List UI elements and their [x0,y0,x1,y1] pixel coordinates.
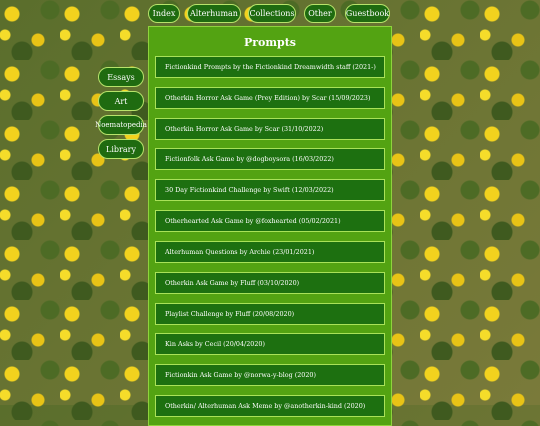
prompt-link[interactable]: 30 Day Fictionkind Challenge by Swift (12/03/2022) [155,179,385,201]
prompt-link[interactable]: Kin Asks by Cecil (20/04/2020) [155,333,385,355]
sidebar-art-button[interactable]: Art [98,91,144,111]
sidebar-library-button[interactable]: Library [98,139,144,159]
nav-index-button[interactable]: Index [148,4,180,23]
prompt-link[interactable]: Otherkin Horror Ask Game by Scar (31/10/2022) [155,118,385,140]
nav-other-button[interactable]: Other [304,4,336,23]
prompt-link[interactable]: Otherkin Ask Game by Fluff (03/10/2020) [155,272,385,294]
sidebar-essays-button[interactable]: Essays [98,67,144,87]
nav-collections-button[interactable]: Collections [248,4,296,23]
prompts-panel [148,26,392,426]
prompt-link[interactable]: Otherkin Horror Ask Game (Prey Edition) by Scar (15/09/2023) [155,87,385,109]
nav-guestbook-button[interactable]: Guestbook [345,4,390,23]
prompt-link[interactable]: Playlist Challenge by Fluff (20/08/2020) [155,303,385,325]
nav-alterhuman-button[interactable]: Alterhuman [187,4,241,23]
prompt-link[interactable]: Otherhearted Ask Game by @foxhearted (05/02/2021) [155,210,385,232]
page-title: Prompts [243,36,296,49]
prompt-link[interactable]: Fictionkin Ask Game by @norwa-y-blog (2020) [155,364,385,386]
prompt-link[interactable]: Fictionfolk Ask Game by @dogboysora (16/03/2022) [155,148,385,170]
prompt-link[interactable]: Fictionkind Prompts by the Fictionkind Dreamwidth staff (2021-) [155,56,385,78]
prompt-link[interactable]: Otherkin/ Alterhuman Ask Meme by @anotherkin-kind (2020) [155,395,385,417]
prompt-link[interactable]: Alterhuman Questions by Archie (23/01/2021) [155,241,385,263]
sidebar-noematopedia-button[interactable]: Noematopedia [98,115,144,135]
